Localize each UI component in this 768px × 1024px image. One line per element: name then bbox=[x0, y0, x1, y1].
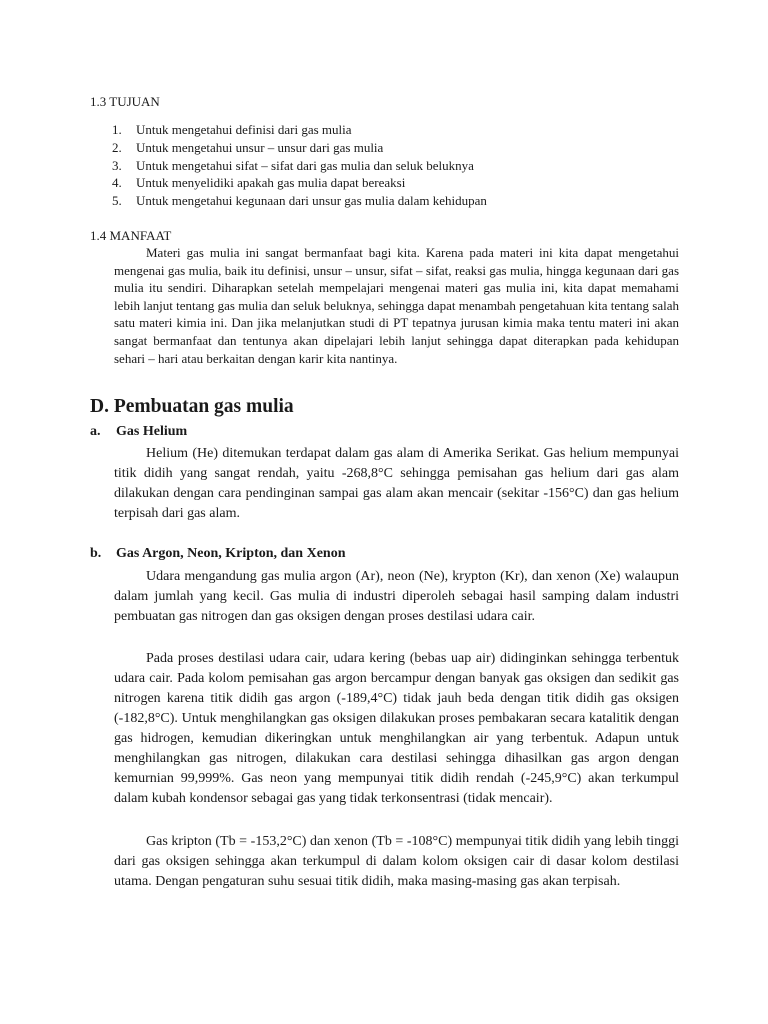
argon-paragraph-3: Gas kripton (Tb = -153,2°C) dan xenon (Tb = -108°C) mempunyai titik didih yang lebih tinggi dari gas oksigen sehingga akan terkumpul di dalam kolom oksigen cair di dasar kolom destilasi utama. Dengan pengaturan suhu sesuai titik didih, maka masing-masing gas akan terpisah. bbox=[114, 834, 679, 889]
list-item-text: Untuk mengetahui sifat – sifat dari gas mulia dan seluk beluknya bbox=[136, 157, 474, 173]
tujuan-list bbox=[112, 121, 487, 210]
section-title: D. Pembuatan gas mulia bbox=[90, 396, 294, 417]
list-item-number: 5. bbox=[112, 193, 122, 209]
list-item-number: 4. bbox=[112, 175, 122, 191]
subsection-label: a. bbox=[90, 424, 101, 439]
list-item bbox=[112, 139, 487, 157]
list-item-text: Untuk mengetahui unsur – unsur dari gas mulia bbox=[136, 139, 384, 155]
list-item bbox=[112, 174, 487, 192]
subsection-label: b. bbox=[90, 546, 102, 561]
tujuan-heading: 1.3 TUJUAN bbox=[90, 94, 160, 109]
list-item-text: Untuk mengetahui definisi dari gas mulia bbox=[136, 122, 352, 137]
subsection-title: Gas Argon, Neon, Kripton, dan Xenon bbox=[116, 546, 346, 561]
list-item-text: Untuk mengetahui kegunaan dari unsur gas mulia dalam kehidupan bbox=[136, 193, 487, 209]
list-item bbox=[112, 121, 487, 139]
list-item bbox=[112, 192, 487, 210]
list-item-text: Untuk menyelidiki apakah gas mulia dapat bereaksi bbox=[136, 175, 406, 191]
subsection-heading-helium bbox=[90, 424, 187, 440]
subsection-heading-argon bbox=[90, 546, 345, 562]
manfaat-heading: 1.4 MANFAAT bbox=[90, 228, 172, 243]
list-item-number: 1. bbox=[112, 122, 122, 137]
manfaat-paragraph: Materi gas mulia ini sangat bermanfaat bagi kita. Karena pada materi ini kita dapat mengetahui mengenai gas mulia, baik itu definisi, unsur – unsur, sifat – sifat, reaksi gas mulia, hingga kegunaan dari gas mulia itu sendiri. Diharapkan setelah mempelajari mengenai materi gas mulia ini, kita dapat memahami lebih lanjut tentang gas mulia dan seluk beluknya, sehingga dapat menambah pengetahuan kita tentang salah satu materi kimia ini. Dan jika melanjutkan studi di PT tepatnya jurusan kimia maka tentu materi ini akan sangat bermanfaat dan tentunya akan dipelajari lebih lanjut sehingga dapat diterapkan pada kehidupan sehari – hari atau berkaitan dengan karir kita nantinya. bbox=[114, 245, 679, 366]
list-item-number: 2. bbox=[112, 139, 122, 155]
list-item bbox=[112, 157, 487, 175]
subsection-title: Gas Helium bbox=[116, 424, 188, 439]
helium-paragraph: Helium (He) ditemukan terdapat dalam gas alam di Amerika Serikat. Gas helium mempunyai titik didih yang sangat rendah, yaitu -268,8°C sehingga pemisahan gas helium dari gas alam dilakukan dengan cara pendinginan sampai gas alam akan mencair (sekitar -156°C) dan gas helium terpisah dari gas alam. bbox=[114, 446, 679, 521]
argon-paragraph-1: Udara mengandung gas mulia argon (Ar), neon (Ne), krypton (Kr), dan xenon (Xe) walaupun dalam jumlah yang kecil. Gas mulia di industri diperoleh sebagai hasil samping dalam industri pembuatan gas nitrogen dan gas oksigen dengan proses destilasi udara cair. bbox=[114, 569, 679, 624]
list-item-number: 3. bbox=[112, 157, 122, 173]
argon-paragraph-2: Pada proses destilasi udara cair, udara kering (bebas uap air) didinginkan sehingga terbentuk udara cair. Pada kolom pemisahan gas argon bercampur dengan banyak gas oksigen dan sedikit gas nitrogen karena titik didih gas argon (-189,4°C) tidak jauh beda dengan titik didih gas oksigen (-182,8°C). Untuk menghilangkan gas oksigen dilakukan proses pembakaran secara katalitik dengan gas hidrogen, kemudian dikeringkan untuk menghilangkan air yang terbentuk. Adapun untuk menghilangkan gas nitrogen, dilakukan cara destilasi sehingga dihasilkan gas argon dengan kemurnian 99,999%. Gas neon yang mempunyai titik didih rendah (-245,9°C) akan terkumpul dalam kubah kondensor sebagai gas yang tidak terkonsentrasi (tidak mencair). bbox=[114, 651, 679, 806]
